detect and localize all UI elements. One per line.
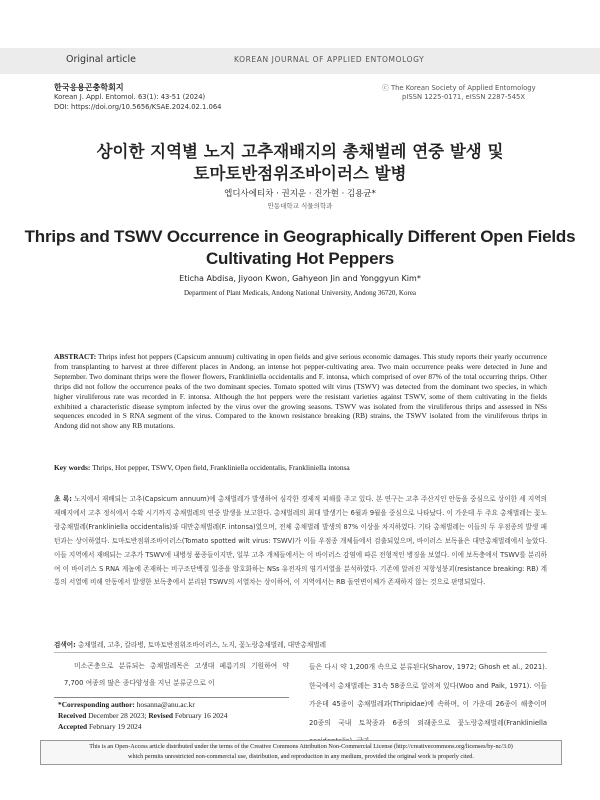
body-right-column: 들은 다시 약 1,200개 속으로 분류된다(Sharov, 1972; Ghosh et al., 2021). 한국에서 총채벌레는 31속 58종으로 알려져 있다(Woo and Paik, 1971). 이들 가운데 45종이 총채벌레과(Thripidae)에 속하며, 이 가운데 26종이 해충이며 20종의 국내 토착종과 6종의 외래종으로 꽃노랑총채벌레(Frankliniella bbox=[309, 663, 547, 727]
revised-label: Revised bbox=[148, 711, 173, 720]
corr-label: *Corresponding author: bbox=[58, 700, 135, 709]
keywords-text: Thrips, Hot pepper, TSWV, Open field, Frankliniella occidentalis, Frankliniella intonsa bbox=[92, 463, 350, 472]
received-date: December 28 2023; bbox=[88, 711, 147, 720]
keywords-label: Key words: bbox=[54, 463, 91, 472]
title-en-line2: Cultivating Hot Peppers bbox=[205, 249, 395, 268]
copyright: ⓒ The Korean Society of Applied Entomology bbox=[382, 84, 536, 92]
abstract bbox=[54, 352, 547, 431]
keywords-ko-label: 검색어: bbox=[54, 641, 76, 649]
abstract-text: Thrips infest hot peppers (Capsicum annuum) cultivating in open fields and give serious economic damages. This study reports their yearly occurrence from transplanting to harvest at three different places in Andong, an intense hot pepper-cultivating area. Two main occurrence peaks were detected in June and September. Two dominant thrips were the flower flowers, Frankliniella occidentalis and F. intonsa, which comprised of over 87% of the total occurring thrips. Other thrips did not follow the occurrence peaks of the two dominant species. Tomato spotted wilt virus (TSWV) was detected from the dominant two species, in which higher viruliferous rate was recorded in F. intonsa. Although the hot peppers were the resistant varieties against TSWV, some of them cultivating in the fields exhibited a characteristic disease symptom infected by the virus over the growing seasons. TSWV was isolated from the viruliferous thrips and assessed in NSs sequences encoded in S RNA segment of the virus. Compared to the known resistance breaking (RB) strains, the TSWV isolated from the viruliferous thrips in Andong did not show any RB mutations. bbox=[54, 352, 547, 431]
journal-title: KOREAN JOURNAL OF APPLIED ENTOMOLOGY bbox=[234, 55, 425, 64]
authors-ko: 엡디사에티차 · 권지운 · 진가현 · 김용균* bbox=[224, 189, 376, 199]
received-label: Received bbox=[58, 711, 87, 720]
license-notice bbox=[40, 740, 562, 765]
accepted-date: February 19 2024 bbox=[89, 722, 142, 731]
keywords-ko bbox=[54, 639, 547, 649]
abstract-label: ABSTRACT: bbox=[54, 352, 97, 361]
title-ko-line1: 상이한 지역별 노지 고추재배지의 총채벌레 연중 발생 및 bbox=[96, 142, 504, 161]
accepted bbox=[58, 722, 142, 731]
abstract-ko-label: 초 록: bbox=[54, 495, 72, 503]
corresponding-author bbox=[58, 700, 195, 709]
affiliation-en: Department of Plant Medicals, Andong National University, Andong 36720, Korea bbox=[183, 289, 417, 297]
affiliation-ko: 안동대학교 식물의학과 bbox=[267, 202, 333, 210]
license-line2: which permits unrestricted non-commercial use, distribution, and reproduction in any medium, provided the original work is properly cited. bbox=[128, 752, 474, 760]
title-ko-line2: 토마토반점위조바이러스 발병 bbox=[193, 164, 407, 183]
issn: pISSN 1225-0171, eISSN 2287-545X bbox=[402, 93, 526, 101]
revised-date: February 16 2024 bbox=[174, 711, 228, 720]
citation: Korean J. Appl. Entomol. 63(1): 43-51 (2024) bbox=[54, 93, 206, 101]
title-en-line1: Thrips and TSWV Occurrence in Geographically Different Open Fields bbox=[24, 227, 576, 246]
accepted-label: Accepted bbox=[58, 722, 88, 731]
keywords bbox=[54, 463, 547, 472]
abstract-ko-text: 노지에서 재배되는 고추(Capsicum annuum)에 총채벌레가 발생하여 심각한 경제적 피해를 주고 있다. 본 연구는 고추 주산지인 안동을 중심으로 상이한 세 지역의 재배지에서 고추 정식에서 수확 시기까지 총채벌레의 연중 발생을 보고한다. 총채벌레의 최대 발생기는 6월과 9월을 중심으로 나타났다. 이 가운데 두 주요 총채벌레는 꽃노랑총채벌레(Frankliniella occidentalis)와 대만총채벌레(F. intonsa)였으며, 전체 총채벌레 발생의 87% 이상을 차지하였다. 기타 총채벌레는 이들의 두 우점종의 발생 패턴과는 상이하였다. 토마토반점위조바이러스(Tomato spotted wilt virus: TSWV)가 이들 우점종 개체들에서 검출되었으며, 바이러스 보독율은 대만총채벌레에서 높았다. 이들 지역에서 재배되는 고추가 TSWV에 내병성 품종들이지만, 일부 고추 개체들에서는 이 바이러스 감염에 따른 전형적인 병징을 보였다. 이에 보독충에서 TSWV를 분리하여 이 바이러스 S RNA 게놈에 존재하는 비구조단백질 일종을 암호화하는 NSs 유전자의 염기서열을 분석하였다. 기존에 알려진 저항성붕괴(resistance breaking: RB) 계통의 서열에 비해 안동에서 발생한 보독충에서 분리된 TSWV의 서열차는 상이하여, 이 지역에서는 RB 돌연변이체가 존재하지 않는 것으로 판명되었다. bbox=[54, 495, 547, 587]
license-line1: This is an Open-Access article distributed under the terms of the Creative Commons Attribution Non-Commercial License (http://creativecommons.org/licenses/by-nc/3.0) bbox=[89, 743, 513, 750]
abstract-ko bbox=[54, 493, 547, 590]
received-revised bbox=[58, 711, 227, 720]
keywords-ko-text: 총채벌레, 고추, 칼라병, 토마토반점위조바이러스, 노지, 꽃노랑총채벌레, 대만총채벌레 bbox=[77, 641, 326, 649]
body-left-column: 미소곤충으로 분류되는 총채벌레목은 고생대 페름기의 기원하여 약 7,700 여종의 많은 종다양성을 지닌 분류군으로 이 bbox=[64, 662, 289, 687]
article-type: Original article bbox=[66, 54, 136, 65]
footnote-rule bbox=[54, 697, 289, 698]
section-divider bbox=[54, 652, 547, 653]
journal-name-ko: 한국응용곤충학회지 bbox=[54, 83, 124, 92]
authors-en: Eticha Abdisa, Jiyoon Kwon, Gahyeon Jin and Yonggyun Kim* bbox=[179, 274, 421, 283]
corr-email[interactable]: hosanna@anu.ac.kr bbox=[136, 700, 195, 709]
doi-link[interactable]: DOI: https://doi.org/10.5656/KSAE.2024.02.1.064 bbox=[54, 103, 222, 111]
